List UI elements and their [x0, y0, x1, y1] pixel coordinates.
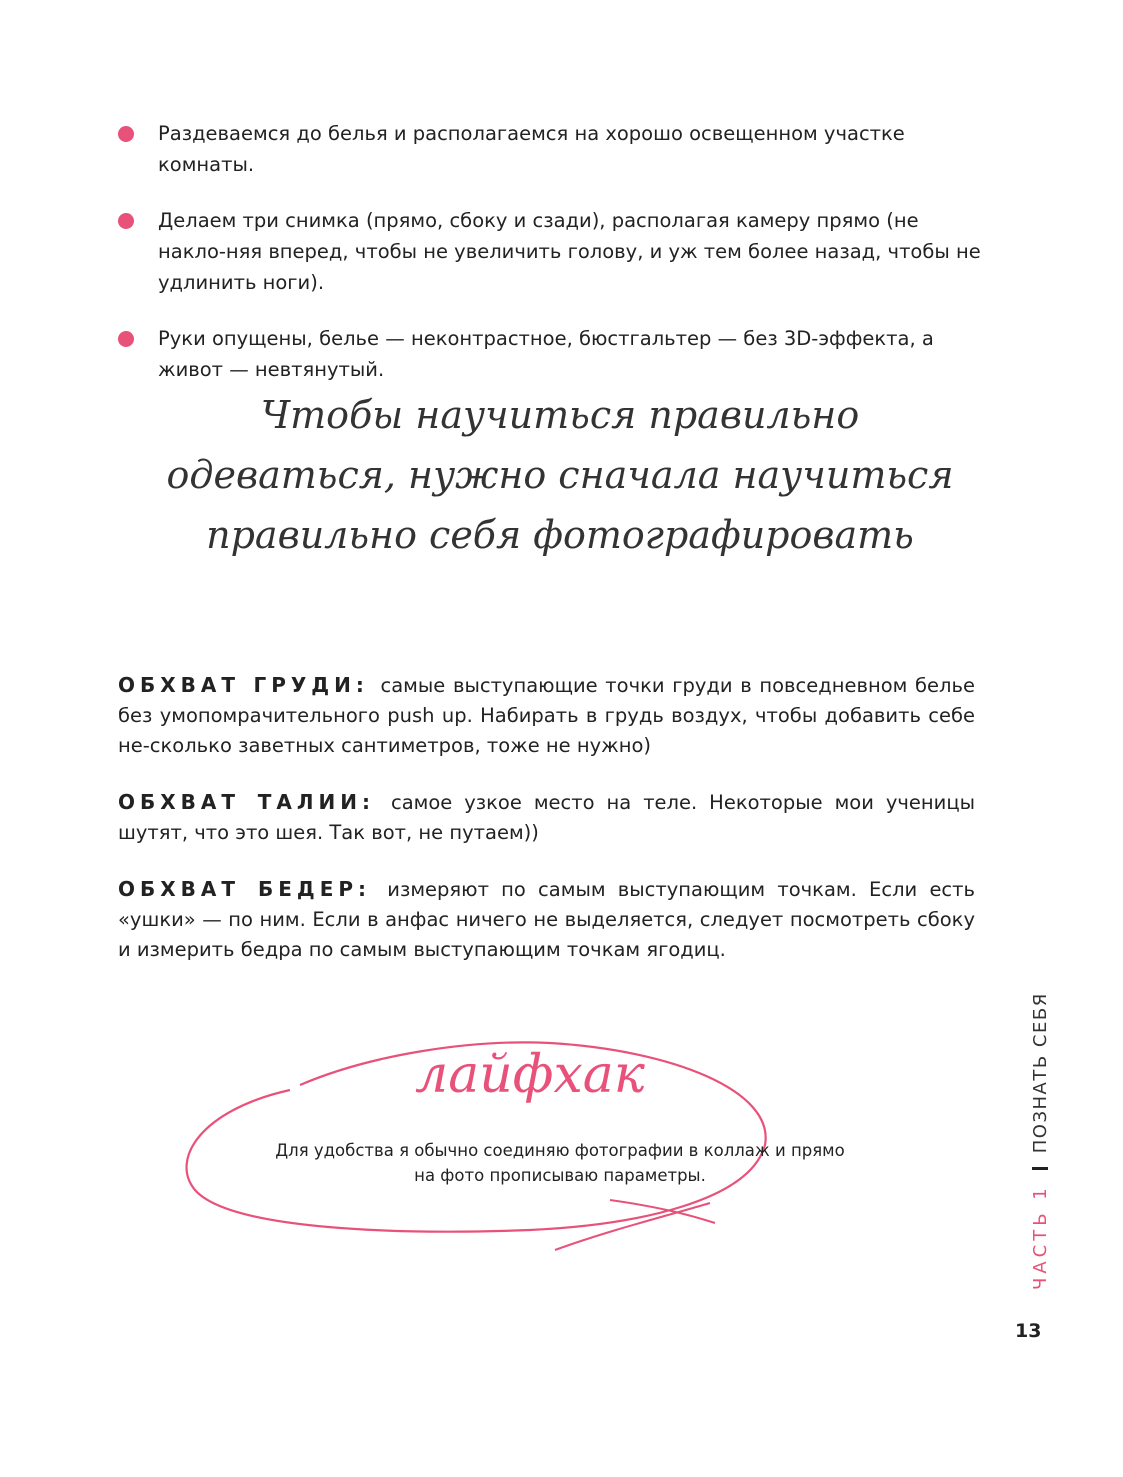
definition-hips — [118, 874, 975, 965]
definition-text: самые выступающие точки груди в повседневном белье без умопомрачительного push up. Набирать в грудь воздух, чтобы добавить себе не-сколько заветных сантиметров, тоже не нужно) — [118, 673, 975, 757]
definition-term: ОБХВАТ ГРУДИ: — [118, 672, 369, 697]
section-part: ЧАСТЬ 1 — [1030, 1184, 1051, 1290]
bullet-text: Руки опущены, белье — неконтрастное, бюстгальтер — без 3D-эффекта, а живот — невтянутый. — [158, 327, 934, 381]
section-title: ПОЗНАТЬ СЕБЯ — [1030, 992, 1051, 1154]
definition-text: измеряют по самым выступающим точкам. Если есть «ушки» — по ним. Если в анфас ничего не выделяется, следует посмотреть сбоку и измерить бедра по самым выступающим точкам ягодиц. — [118, 877, 976, 961]
bullet-dot-icon — [118, 331, 134, 347]
separator-icon — [1032, 1167, 1048, 1170]
bullet-list — [118, 118, 988, 410]
bullet-item — [118, 118, 988, 180]
bullet-item — [118, 323, 988, 385]
lifehack-text: Для удобства я обычно соединяю фотографии в коллаж и прямо на фото прописываю параметры. — [275, 1141, 845, 1185]
definition-waist — [118, 787, 975, 848]
page-number: 13 — [1015, 1320, 1042, 1342]
bullet-text: Раздеваемся до белья и располагаемся на хорошо освещенном участке комнаты. — [158, 122, 905, 176]
measurement-definitions — [118, 650, 975, 991]
section-label — [1030, 992, 1051, 1290]
definition-term: ОБХВАТ ТАЛИИ: — [118, 789, 375, 814]
handwritten-quote: Чтобы научиться правильно одеваться, нужно сначала научиться правильно себя фотографировать — [166, 393, 954, 557]
definition-chest — [118, 670, 975, 761]
definition-text: самое узкое место на теле. Некоторые мои ученицы шутят, что это шея. Так вот, не путаем)) — [118, 790, 976, 844]
definition-term: ОБХВАТ БЕДЕР: — [118, 876, 372, 901]
bullet-dot-icon — [118, 126, 134, 142]
bullet-item — [118, 205, 988, 298]
bullet-text: Делаем три снимка (прямо, сбоку и сзади), располагая камеру прямо (не накло-няя вперед, чтобы не увеличить голову, и уж тем более назад, чтобы не удлинить ноги). — [158, 209, 981, 294]
lifehack-title: лайфхак — [415, 1045, 645, 1105]
bullet-dot-icon — [118, 213, 134, 229]
